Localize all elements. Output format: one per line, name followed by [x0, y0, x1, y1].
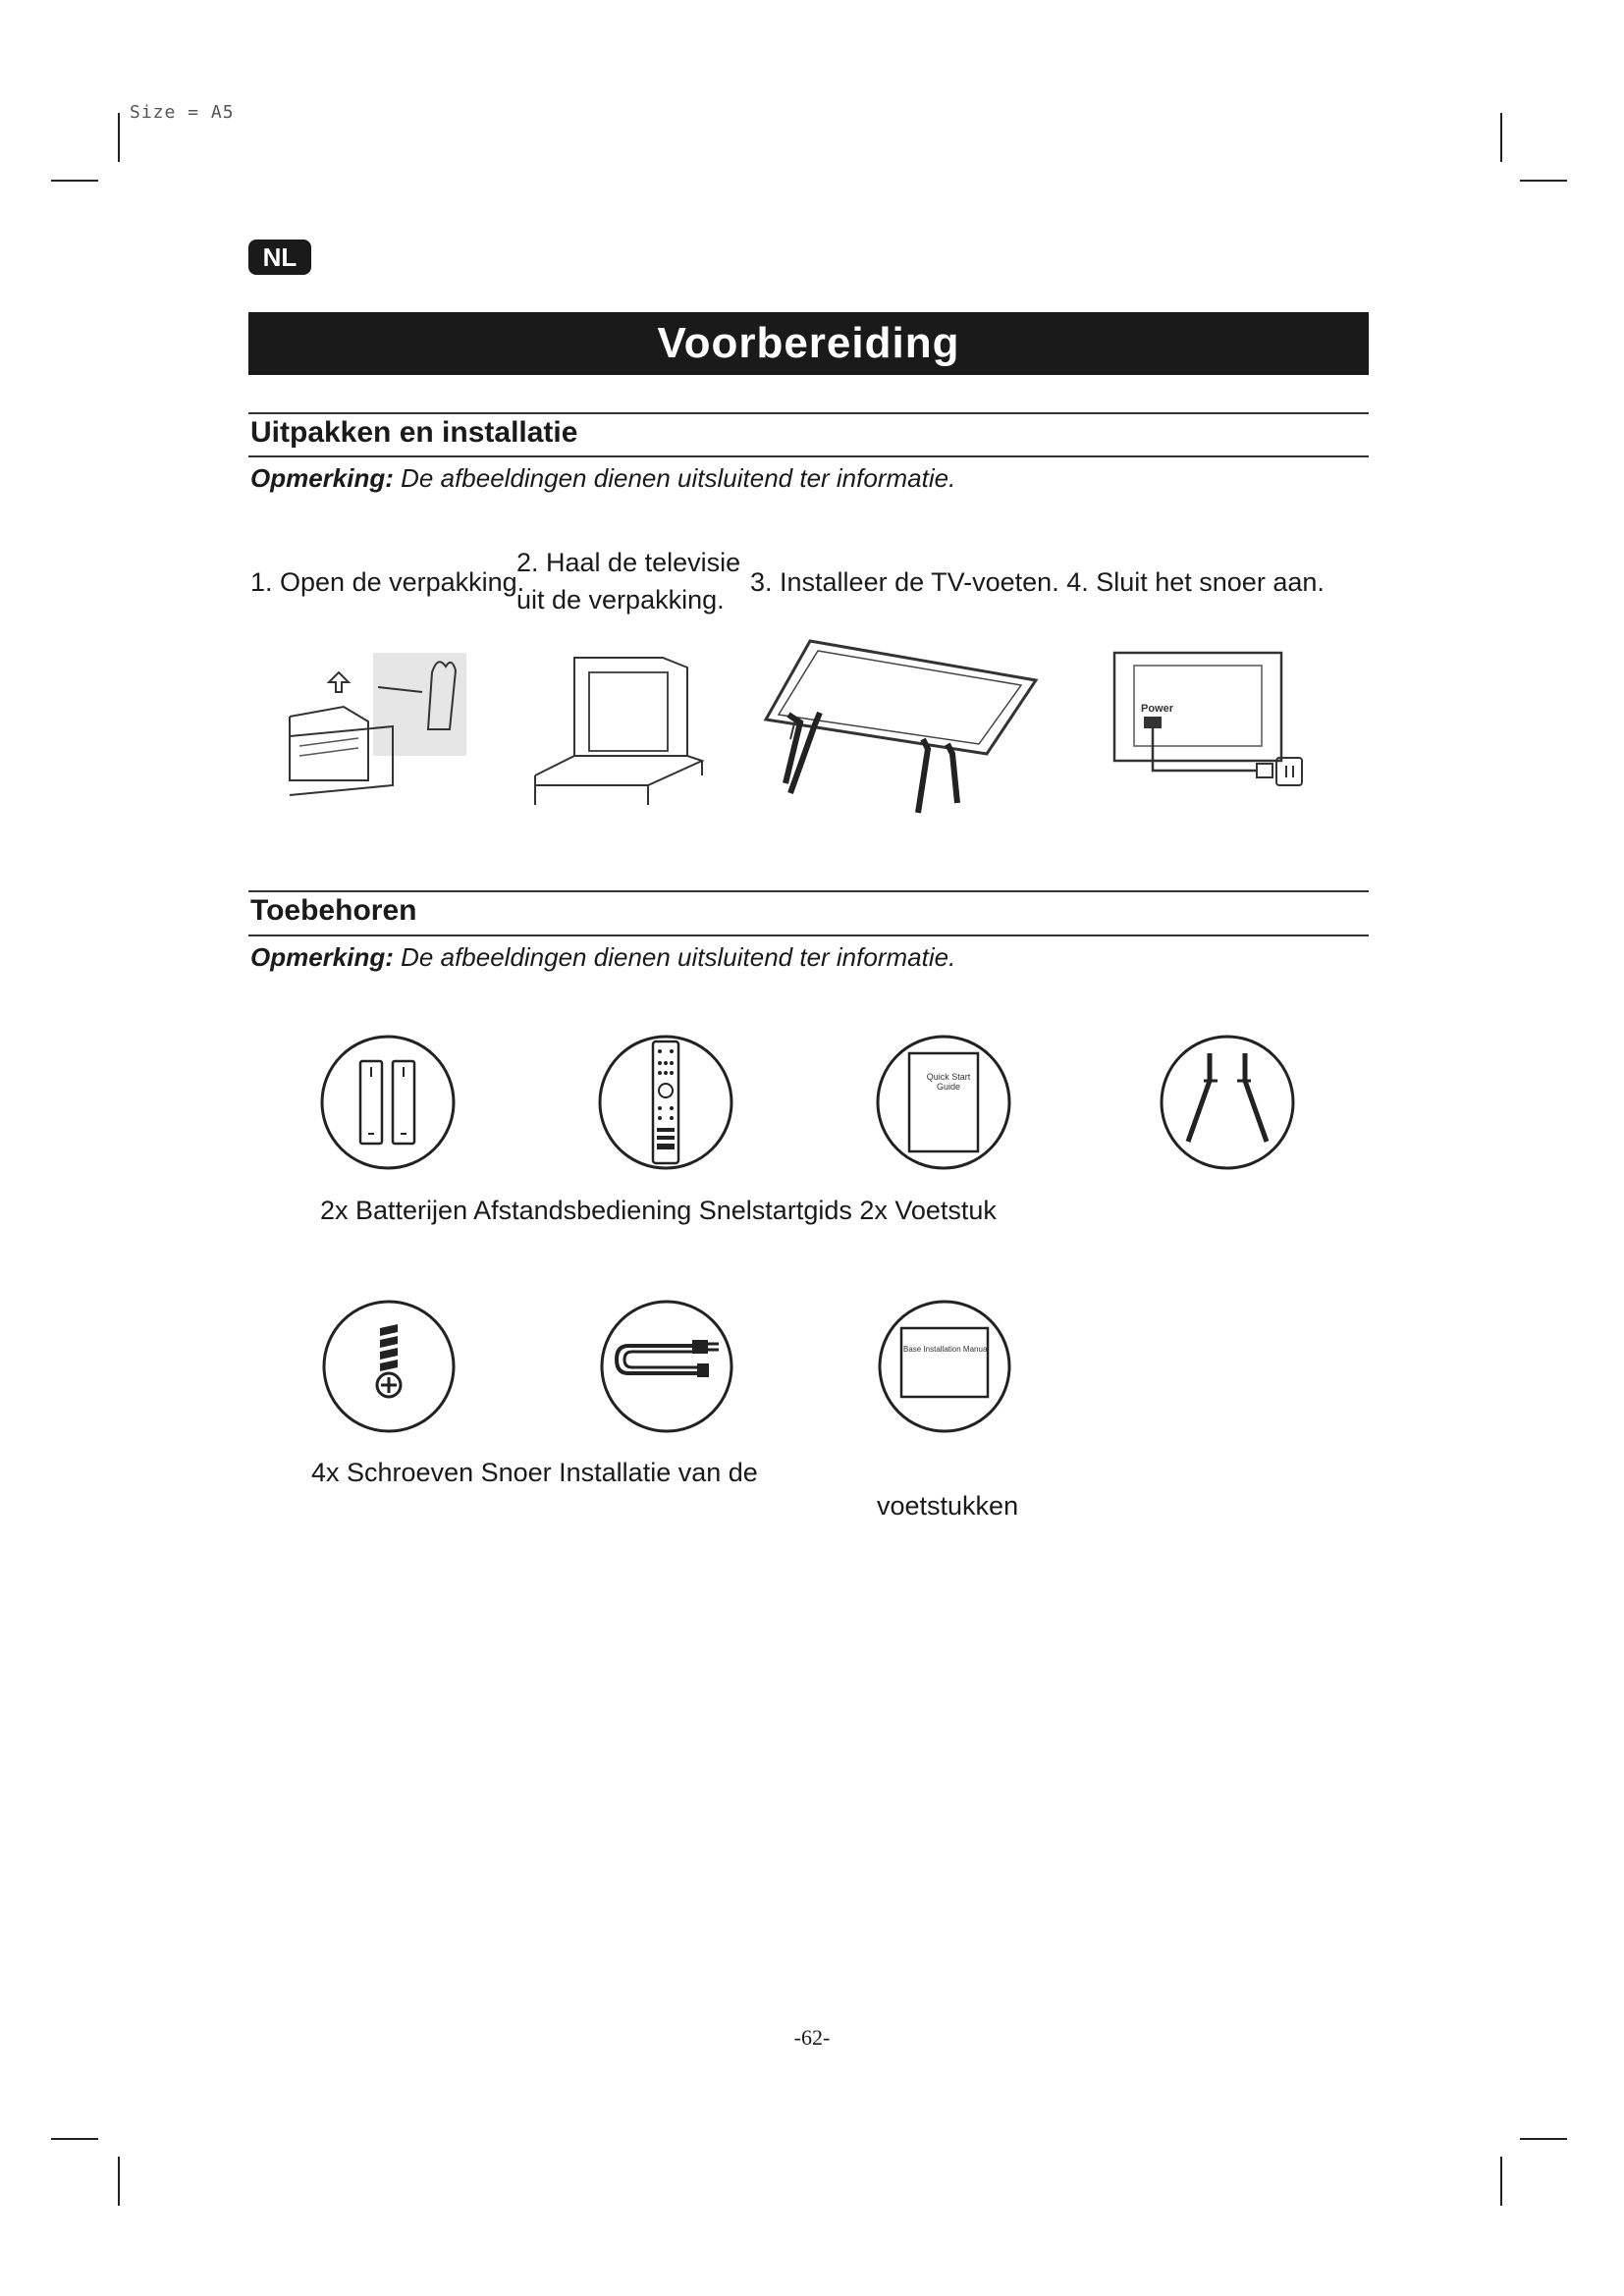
quick-start-guide-icon	[875, 1034, 1012, 1171]
note-label: Opmerking:	[250, 463, 394, 493]
tv-stand-install-illustration	[751, 636, 1046, 832]
note-label: Opmerking:	[250, 942, 394, 972]
section-rule	[248, 412, 1369, 414]
stand-legs-icon	[1159, 1034, 1296, 1171]
accessories-row2-caption: 4x Schroeven Snoer Installatie van de	[311, 1458, 758, 1487]
crop-mark	[1520, 2138, 1567, 2140]
section-heading-accessories: Toebehoren	[250, 894, 417, 927]
tv-unboxing-illustration	[530, 648, 707, 810]
power-cord-illustration	[1110, 648, 1316, 805]
note-text: De afbeeldingen dienen uitsluitend ter informatie.	[393, 463, 956, 493]
section-heading-unpacking: Uitpakken en installatie	[250, 416, 578, 449]
note-accessories	[250, 942, 955, 973]
crop-mark	[1500, 113, 1502, 162]
crop-mark	[51, 2138, 98, 2140]
page-title: Voorbereiding	[248, 312, 1369, 375]
remote-control-icon	[597, 1034, 734, 1171]
batteries-icon	[319, 1034, 457, 1171]
power-label: Power	[1141, 703, 1174, 715]
note-unpacking	[250, 463, 955, 494]
note-text: De afbeeldingen dienen uitsluitend ter informatie.	[393, 942, 956, 972]
crop-mark	[1500, 2157, 1502, 2206]
size-label: Size = A5	[130, 102, 235, 123]
crop-mark	[118, 113, 120, 162]
base-installation-manual-label: Base Installation Manual	[903, 1345, 990, 1354]
open-box-illustration	[285, 648, 481, 805]
accessories-row1-caption: 2x Batterijen Afstandsbediening Snelstartgids 2x Voetstuk	[320, 1196, 997, 1225]
crop-mark	[118, 2157, 120, 2206]
power-cord-icon	[599, 1299, 734, 1434]
step-1-label: 1. Open de verpakking.	[250, 567, 525, 597]
step-2-label-line2: uit de verpakking.	[516, 585, 725, 614]
accessories-row2-caption-cont: voetstukken	[877, 1491, 1019, 1521]
page-number: -62-	[793, 2025, 831, 2050]
screw-icon	[321, 1299, 457, 1434]
quick-start-guide-label: Quick Start Guide	[926, 1072, 971, 1092]
section-rule	[248, 455, 1369, 457]
crop-mark	[51, 180, 98, 182]
section-rule	[248, 934, 1369, 936]
base-installation-manual-icon	[877, 1299, 1012, 1434]
language-badge: NL	[248, 240, 311, 275]
step-2-label-line1: 2. Haal de televisie	[516, 548, 741, 577]
section-rule	[248, 890, 1369, 892]
crop-mark	[1520, 180, 1567, 182]
step-3-4-label: 3. Installeer de TV-voeten. 4. Sluit het snoer aan.	[750, 567, 1325, 597]
